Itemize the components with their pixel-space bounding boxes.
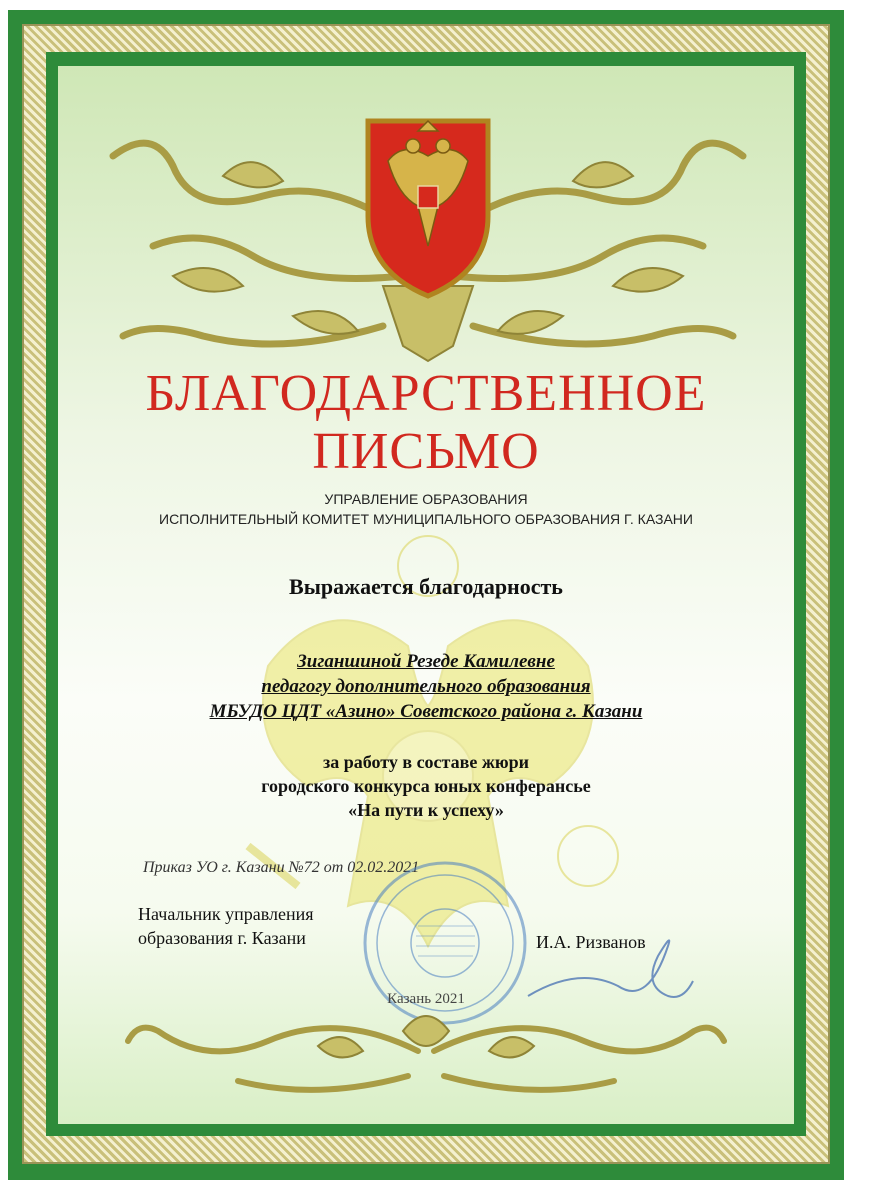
city-year: Казань 2021 xyxy=(387,991,465,1007)
order-reference: Приказ УО г. Казани №72 от 02.02.2021 xyxy=(143,859,420,876)
bottom-ornament-icon xyxy=(118,991,734,1111)
signer-title-line-1: Начальник управления xyxy=(138,904,314,924)
certificate-body xyxy=(58,66,794,1124)
recipient-organization: МБУДО ЦДТ «Азино» Советского района г. Казани xyxy=(209,701,643,722)
reason-line-3: «На пути к успеху» xyxy=(348,800,504,820)
reason-line-1: за работу в составе жюри xyxy=(322,752,530,772)
recipient-name: Зиганшиной Резеде Камилевне xyxy=(297,651,555,672)
reason-line-2: городского конкурса юных конферансье xyxy=(261,776,591,796)
title-line-1: БЛАГОДАРСТВЕННОЕ xyxy=(145,365,707,422)
issuer-line-1: УПРАВЛЕНИЕ ОБРАЗОВАНИЯ xyxy=(324,491,528,507)
thanks-heading: Выражается благодарность xyxy=(289,574,563,599)
title-line-2: ПИСЬМО xyxy=(312,423,540,480)
signer-title-line-2: образования г. Казани xyxy=(138,928,306,948)
recipient-position: педагогу дополнительного образования xyxy=(261,676,591,697)
russian-coat-of-arms-icon xyxy=(83,86,773,376)
page-edge xyxy=(853,0,873,1200)
issuer-line-2: ИСПОЛНИТЕЛЬНЫЙ КОМИТЕТ МУНИЦИПАЛЬНОГО ОБРАЗОВАНИЯ Г. КАЗАНИ xyxy=(159,511,693,527)
signer-name: И.А. Ризванов xyxy=(536,932,646,952)
